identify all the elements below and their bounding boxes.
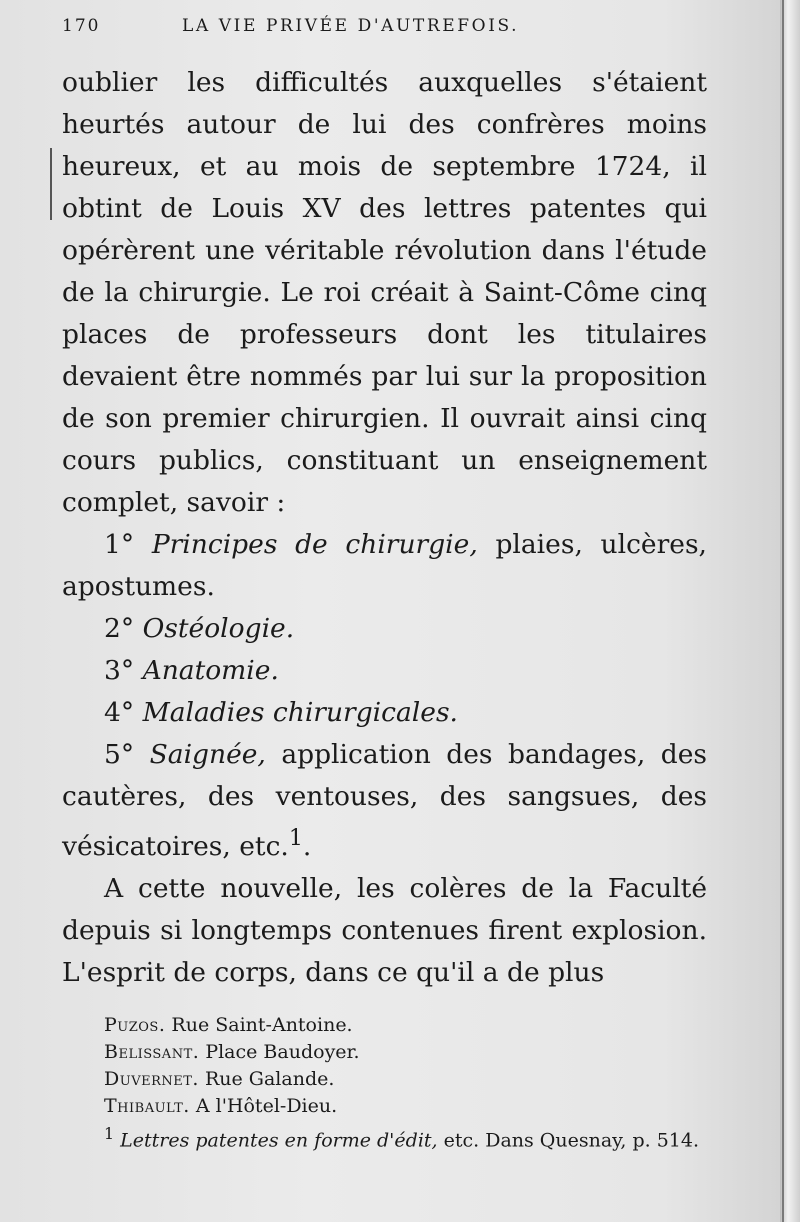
item-title: Maladies chirurgicales. [142,697,458,728]
footnote-marker: 1 [104,1124,115,1143]
item-title: Saignée, [149,739,266,770]
item-title: Principes de chirurgie, [151,529,478,560]
notes-section [62,1012,722,1154]
margin-bracket-mark [50,148,52,220]
footnote [62,1120,722,1154]
note-line [62,1066,722,1093]
note-name: Duvernet. [104,1068,199,1090]
item-number: 3° [104,655,135,686]
running-title: LA VIE PRIVÉE D'AUTREFOIS. [182,16,520,36]
footnote-text: etc. Dans Quesnay, p. 514. [437,1129,700,1152]
note-name: Belissant. [104,1041,200,1063]
item-number: 2° [104,613,135,644]
item-end: . [302,830,312,862]
note-place: Rue Galande. [198,1068,335,1090]
page-edge [780,0,800,1222]
list-item-3 [62,650,707,692]
note-name: Puzos. [104,1014,166,1036]
note-name: Thibault. [104,1095,190,1117]
page-header [62,16,722,44]
list-item-4 [62,692,707,734]
note-place: Place Baudoyer. [199,1041,360,1063]
item-title: Ostéologie. [142,613,295,644]
note-place: A l'Hôtel-Dieu. [189,1095,338,1117]
list-item-5 [62,734,707,868]
item-text: plaies, ulcères, apostumes. [62,529,707,602]
main-text [62,62,707,994]
gutter-line [782,0,784,1222]
item-text: application des bandages, des cautères, des ventouses, des sangsues, des vésicatoires, etc. [62,739,707,862]
item-title: Anatomie. [142,655,279,686]
list-item-2 [62,608,707,650]
item-number: 1° [104,529,135,560]
note-line [62,1039,722,1066]
item-number: 4° [104,697,135,728]
note-place: Rue Saint-Antoine. [165,1014,353,1036]
list-item-1 [62,524,707,608]
paragraph-continuation: oublier les difficultés auxquelles s'étaient heurtés autour de lui des confrères moins heureux, et au mois de septembre 1724, il obtint de Louis XV des lettres patentes qui opérèrent une véritable révolution dans l'étude de la chirurgie. Le roi créait à Saint-Côme cinq places de professeurs dont les titulaires devaient être nommés par lui sur la proposition de son premier chirurgien. Il ouvrait ainsi cinq cours publics, constituant un enseignement complet, savoir : [62,67,707,518]
paragraph: A cette nouvelle, les colères de la Faculté depuis si longtemps contenues firent explosion. L'esprit de corps, dans ce qu'il a de plus [62,872,707,988]
note-line [62,1093,722,1120]
note-line [62,1012,722,1039]
footnote-reference: 1 [288,826,303,851]
footnote-title: Lettres patentes en forme d'édit, [120,1129,438,1152]
item-number: 5° [104,739,135,770]
page-number: 170 [62,16,101,36]
